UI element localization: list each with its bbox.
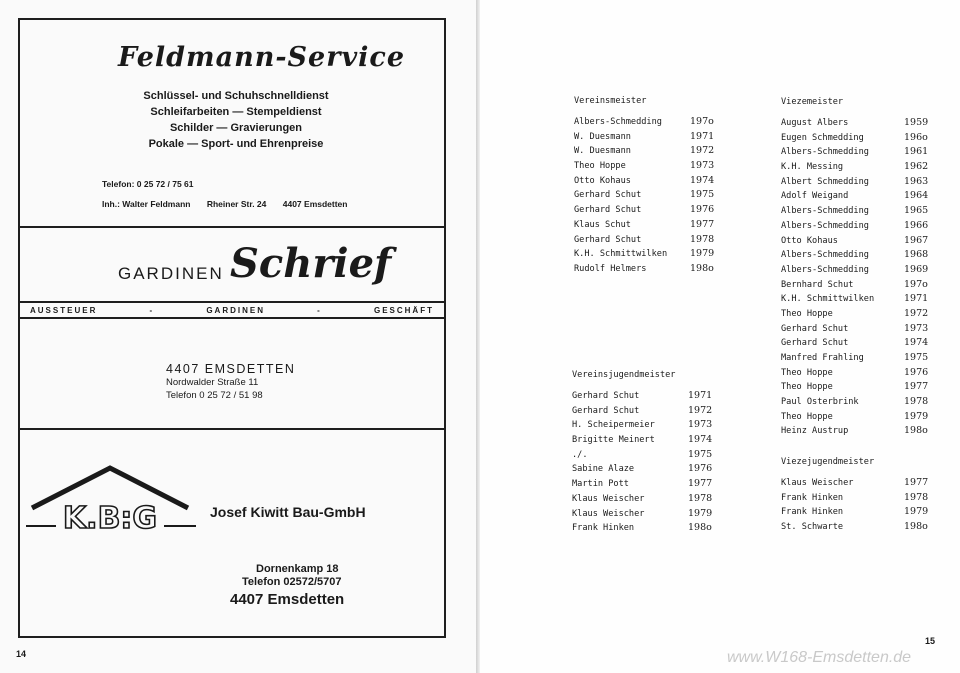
champion-year: 1978	[688, 492, 713, 504]
champion-year: 1979	[690, 248, 715, 260]
schrief-street: Nordwalder Straße 11	[166, 377, 259, 388]
band-item: AUSSTEUER	[30, 305, 98, 315]
champion-row	[781, 336, 941, 351]
champion-name: Albers-Schmedding	[574, 117, 662, 127]
vereinsmeister-list	[574, 96, 734, 277]
champion-row	[572, 521, 732, 536]
champion-row	[781, 476, 941, 491]
kiwitt-company-name: Josef Kiwitt Bau-GmbH	[210, 504, 366, 520]
champion-year: 1971	[688, 390, 713, 401]
champion-name: W. Duesmann	[574, 131, 631, 142]
feldmann-owner: Inh.: Walter Feldmann	[102, 199, 191, 209]
champion-row	[572, 389, 732, 404]
champion-row	[574, 159, 734, 174]
band-item: GESCHÄFT	[373, 305, 434, 315]
viezejugendmeister-list	[781, 457, 941, 535]
feldmann-service-ad	[18, 18, 446, 226]
champion-name: Theo Hoppe	[781, 308, 833, 319]
schrief-logo: Schrief	[230, 240, 392, 287]
champion-year: 1962	[904, 161, 929, 173]
website-watermark: www.W168-Emsdetten.de	[727, 649, 912, 666]
page-number-left: 14	[16, 649, 27, 659]
champion-row	[574, 115, 734, 130]
champion-row	[574, 188, 734, 203]
champion-row	[781, 116, 941, 131]
service-line: Schleifarbeiten — Stempeldienst	[150, 106, 322, 118]
champion-name: Gerhard Schut	[781, 338, 849, 349]
gardinen-schrief-ad	[18, 226, 446, 428]
champion-year: 1974	[688, 434, 713, 446]
champion-name: W. Duesmann	[574, 146, 631, 157]
champion-year: 1979	[688, 507, 713, 519]
champion-name: Gerhard Schut	[572, 391, 640, 401]
champion-name: Albert Schmedding	[781, 176, 869, 187]
champion-name: Otto Kohaus	[781, 235, 838, 246]
champion-year: 1979	[904, 506, 929, 518]
viezemeister-list	[781, 97, 941, 439]
champion-name: Gerhard Schut	[574, 205, 642, 216]
champion-year: 1973	[904, 322, 929, 334]
left-page	[0, 0, 478, 673]
champion-name: Paul Osterbrink	[781, 397, 859, 408]
list-title: Vereinsjugendmeister	[572, 370, 676, 380]
champion-name: Theo Hoppe	[574, 161, 626, 172]
champion-year: 1967	[904, 234, 929, 246]
schrief-phone: Telefon 0 25 72 / 51 98	[166, 390, 263, 401]
champion-row	[781, 292, 941, 307]
champion-name: St. Schwarte	[781, 522, 844, 533]
service-line: Pokale — Sport- und Ehrenpreise	[148, 138, 324, 150]
champion-row	[781, 505, 941, 520]
champion-name: Gerhard Schut	[574, 190, 642, 201]
champion-name: Gerhard Schut	[572, 405, 640, 416]
champion-row	[781, 491, 941, 506]
champion-name: Frank Hinken	[781, 492, 844, 503]
champion-name: Brigitte Meinert	[572, 435, 655, 446]
band-item: GARDINEN	[206, 305, 265, 315]
champion-year: 198o	[904, 521, 928, 533]
champion-row	[781, 175, 941, 190]
service-line: Schilder — Gravierungen	[169, 122, 303, 134]
champion-row	[781, 234, 941, 249]
schrief-band	[20, 301, 444, 319]
champion-row	[781, 424, 941, 439]
champion-year: 197o	[904, 278, 928, 290]
champion-year: 1975	[690, 189, 715, 201]
champion-year: 1976	[904, 366, 929, 378]
champion-name: Heinz Austrup	[781, 426, 849, 437]
champion-row	[781, 263, 941, 278]
champion-year: 197o	[690, 116, 714, 127]
champion-name: Adolf Weigand	[781, 191, 849, 202]
champion-row	[572, 404, 732, 419]
right-page	[480, 0, 960, 673]
champion-year: 1969	[904, 263, 929, 275]
champion-row	[781, 189, 941, 204]
champion-name: H. Scheipermeier	[572, 420, 655, 431]
champion-year: 1964	[904, 190, 929, 202]
champion-name: Klaus Weischer	[781, 478, 854, 488]
list-title: Vereinsmeister	[574, 96, 647, 106]
champion-year: 1977	[688, 478, 713, 490]
champion-year: 1963	[904, 175, 929, 187]
list-title: Viezejugendmeister	[781, 457, 875, 467]
champion-year: 1972	[688, 404, 713, 416]
champion-row	[574, 174, 734, 189]
champion-name: Frank Hinken	[781, 507, 844, 518]
champion-year: 1965	[904, 205, 929, 217]
champion-year: 1971	[904, 293, 929, 305]
champion-name: Gerhard Schut	[574, 234, 642, 245]
feldmann-services	[20, 88, 444, 152]
champion-name: Bernhard Schut	[781, 279, 854, 290]
kiwitt-street: Dornenkamp 18	[256, 563, 339, 575]
page-number-right: 15	[925, 636, 936, 646]
champion-name: Klaus Weischer	[572, 508, 645, 519]
champion-year: 1966	[904, 219, 929, 231]
champion-row	[572, 433, 732, 448]
champion-name: Eugen Schmedding	[781, 132, 864, 143]
champion-year: 1961	[904, 146, 929, 158]
champion-year: 1975	[688, 448, 713, 460]
champion-name: Klaus Schut	[574, 219, 631, 230]
kbg-logo-text: K.B:G	[62, 501, 158, 536]
champion-name: Albers-Schmedding	[781, 206, 869, 217]
champion-row	[781, 322, 941, 337]
champion-row	[781, 145, 941, 160]
champion-row	[781, 248, 941, 263]
champion-row	[574, 262, 734, 277]
champion-year: 1973	[690, 160, 715, 172]
champion-row	[781, 395, 941, 410]
champion-name: Klaus Weischer	[572, 493, 645, 504]
champion-year: 196o	[904, 131, 928, 143]
champion-row	[572, 462, 732, 477]
feldmann-address-line	[102, 199, 361, 209]
champion-year: 198o	[690, 262, 714, 274]
kbg-house-logo	[26, 464, 196, 536]
champion-name: ./.	[572, 449, 588, 460]
champion-row	[781, 351, 941, 366]
champion-name: August Albers	[781, 118, 849, 128]
champion-year: 1974	[904, 337, 929, 349]
champion-year: 1975	[904, 352, 929, 363]
champion-year: 198o	[904, 425, 928, 437]
kiwitt-bau-ad	[18, 428, 446, 638]
champion-row	[781, 278, 941, 293]
champion-row	[574, 233, 734, 248]
champion-row	[781, 160, 941, 175]
champion-row	[781, 131, 941, 146]
champion-row	[574, 203, 734, 218]
service-line: Schlüssel- und Schuhschnelldienst	[143, 90, 329, 102]
champion-name: Theo Hoppe	[781, 367, 833, 378]
champion-year: 1959	[904, 117, 929, 128]
champion-year: 1978	[904, 396, 929, 408]
champion-year: 1977	[904, 477, 929, 488]
champion-year: 1978	[904, 491, 929, 503]
champion-row	[572, 418, 732, 433]
champion-name: Theo Hoppe	[781, 382, 833, 393]
champion-year: 1971	[690, 130, 715, 142]
champion-row	[781, 219, 941, 234]
gardinen-word: GARDINEN	[118, 264, 224, 283]
champion-year: 1968	[904, 249, 929, 261]
feldmann-title: Feldmann-Service	[118, 42, 406, 73]
champion-year: 198o	[688, 522, 712, 534]
champion-name: Martin Pott	[572, 479, 629, 490]
champion-name: Gerhard Schut	[781, 323, 849, 334]
champion-row	[781, 380, 941, 395]
champion-name: Albers-Schmedding	[781, 220, 869, 231]
champion-name: Albers-Schmedding	[781, 147, 869, 158]
champion-row	[781, 204, 941, 219]
champion-row	[572, 492, 732, 507]
champion-row	[574, 130, 734, 145]
champion-name: Otto Kohaus	[574, 175, 631, 186]
champion-name: K.H. Messing	[781, 162, 844, 173]
champion-name: Rudolf Helmers	[574, 263, 647, 274]
champion-row	[574, 218, 734, 233]
feldmann-city: 4407 Emsdetten	[282, 199, 348, 209]
kiwitt-city: 4407 Emsdetten	[230, 591, 345, 608]
champion-row	[572, 477, 732, 492]
champion-row	[781, 307, 941, 322]
champion-name: Albers-Schmedding	[781, 250, 869, 261]
champion-name: Manfred Frahling	[781, 353, 864, 363]
champion-year: 1973	[688, 419, 713, 431]
champion-row	[781, 366, 941, 381]
champion-row	[781, 520, 941, 535]
champion-row	[574, 247, 734, 262]
feldmann-phone: Telefon: 0 25 72 / 75 61	[102, 179, 194, 189]
band-item: -	[149, 305, 155, 315]
champion-name: K.H. Schmittwilken	[781, 294, 875, 305]
champion-name: Sabine Alaze	[572, 464, 635, 475]
champion-year: 1979	[904, 410, 929, 422]
champion-row	[572, 448, 732, 463]
champion-name: Theo Hoppe	[781, 411, 833, 422]
band-item: -	[317, 305, 322, 315]
champion-name: Albers-Schmedding	[781, 264, 869, 275]
champion-row	[574, 144, 734, 159]
champion-year: 1976	[690, 204, 715, 216]
feldmann-street: Rheiner Str. 24	[206, 199, 267, 209]
champion-row	[572, 507, 732, 522]
champion-year: 1978	[690, 233, 715, 245]
champion-year: 1972	[690, 145, 715, 157]
champion-year: 1974	[690, 174, 715, 186]
schrief-city: 4407 EMSDETTEN	[166, 362, 296, 376]
champion-year: 1977	[904, 381, 929, 393]
list-title: Viezemeister	[781, 97, 844, 107]
vereinsjugendmeister-list	[572, 370, 732, 536]
champion-year: 1972	[904, 307, 929, 319]
champion-year: 1976	[688, 463, 713, 475]
champion-name: K.H. Schmittwilken	[574, 249, 668, 260]
champion-name: Frank Hinken	[572, 523, 635, 534]
kiwitt-phone: Telefon 02572/5707	[242, 576, 342, 588]
champion-row	[781, 410, 941, 425]
champion-year: 1977	[690, 218, 715, 230]
